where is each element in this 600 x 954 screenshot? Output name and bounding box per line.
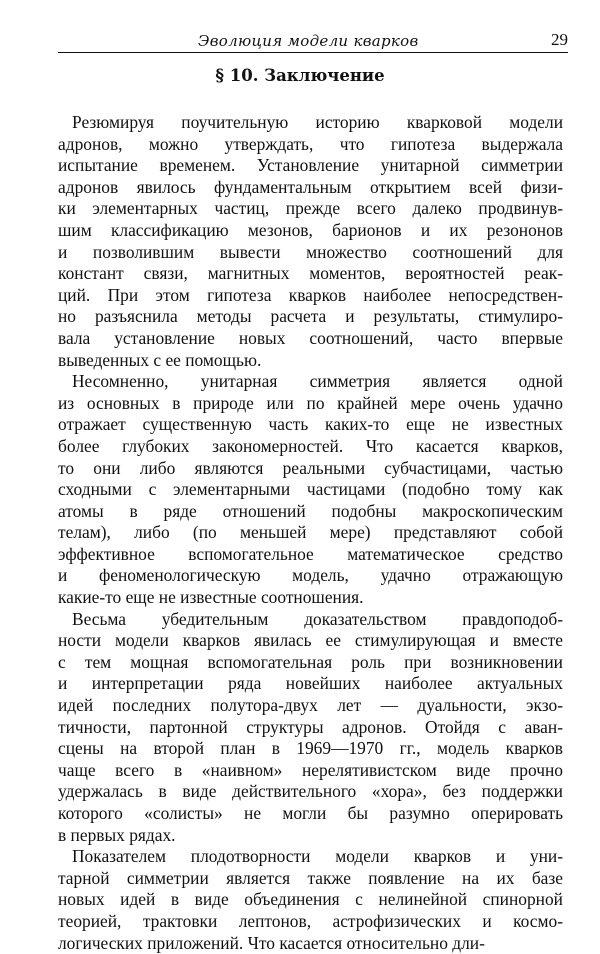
text-line: чаще всего в «наивном» нерелятивистском виде прочно xyxy=(58,759,563,780)
text-line: новых идей в виде объединения с нелинейной спинорной xyxy=(58,889,563,910)
text-line: ций. При этом гипотеза кварков наиболее непосредствен- xyxy=(58,284,563,305)
text-line: выведенных с ее помощью. xyxy=(58,349,262,370)
text-line: отражает существенную часть каких-то еще не известных xyxy=(58,414,563,435)
text-line: шим классификацию мезонов, барионов и их резононов xyxy=(58,219,563,240)
text-line: тичности, партонной структуры адронов. Отойдя с аван- xyxy=(58,716,563,737)
text-line: то они либо являются реальными субчастицами, частью xyxy=(58,457,563,478)
text-line: телам), либо (по меньшей мере) представляют собой xyxy=(58,522,563,543)
body-text xyxy=(58,112,563,954)
text-line: ности модели кварков явилась ее стимулирующая и вместе xyxy=(58,630,563,651)
text-line: но разъяснила методы расчета и результаты, стимулиро- xyxy=(58,306,563,327)
text-line: эффективное вспомогательное математическое средство xyxy=(58,543,563,564)
text-line: теорией, трактовки лептонов, астрофизических и космо- xyxy=(58,910,563,931)
header-rule xyxy=(58,52,568,53)
running-title: Эволюция модели кварков xyxy=(198,32,419,50)
text-line: и позволившим вывести множество соотношений для xyxy=(58,241,563,262)
text-line: логических приложений. Что касается относительно дли- xyxy=(58,932,485,953)
text-line: в первых рядах. xyxy=(58,824,176,845)
text-line: и феноменологическую модель, удачно отражающую xyxy=(58,565,563,586)
text-line: которого «солисты» не могли бы разумно оперировать xyxy=(58,803,563,823)
text-line: удержалась в виде действительного «хора», без поддержки xyxy=(58,781,563,802)
text-line: Резюмируя поучительную историю кварковой модели xyxy=(72,112,563,132)
text-line: ки элементарных частиц, прежде всего далеко продвинув- xyxy=(58,198,563,219)
text-line: более глубоких закономерностей. Что касается кварков, xyxy=(58,435,563,456)
text-line: идей последних полутора-двух лет — дуальности, экзо- xyxy=(58,695,563,716)
running-head xyxy=(58,28,578,54)
text-line: какие-то еще не известные соотношения. xyxy=(58,587,364,608)
paragraph xyxy=(58,112,563,371)
paragraph xyxy=(58,609,563,847)
text-line: адронов, можно утверждать, что гипотеза выдержала xyxy=(58,133,563,154)
text-line: вала установление новых соотношений, часто впервые xyxy=(58,327,563,348)
text-line: и интерпретации ряда новейших наиболее актуальных xyxy=(58,673,563,694)
text-line: испытание временем. Установление унитарной симметрии xyxy=(58,155,563,176)
text-line: сцены на второй план в 1969—1970 гг., модель кварков xyxy=(58,738,563,759)
text-line: Весьма убедительным доказательством правдоподоб- xyxy=(72,608,563,629)
text-line: атомы в ряде отношений подобны макроскопическим xyxy=(58,500,563,521)
text-line: сходными с элементарными частицами (подобно тому как xyxy=(58,479,563,500)
text-line: из основных в природе или по крайней мере очень удачно xyxy=(58,392,563,413)
text-line: Показателем плодотворности модели кварков и уни- xyxy=(72,846,563,867)
text-line: с тем мощная вспомогательная роль при возникновении xyxy=(58,651,563,672)
text-line: адронов явилось фундаментальным открытием всей физи- xyxy=(58,176,563,197)
page-number: 29 xyxy=(551,30,568,49)
section-title: § 10. Заключение xyxy=(215,66,385,85)
paragraph xyxy=(58,846,563,954)
text-line: констант связи, магнитных моментов, вероятностей реак- xyxy=(58,263,563,284)
text-line: Несомненно, унитарная симметрия является одной xyxy=(72,371,563,392)
paragraph xyxy=(58,371,563,609)
text-line: тарной симметрии является также появление на их базе xyxy=(58,867,563,888)
